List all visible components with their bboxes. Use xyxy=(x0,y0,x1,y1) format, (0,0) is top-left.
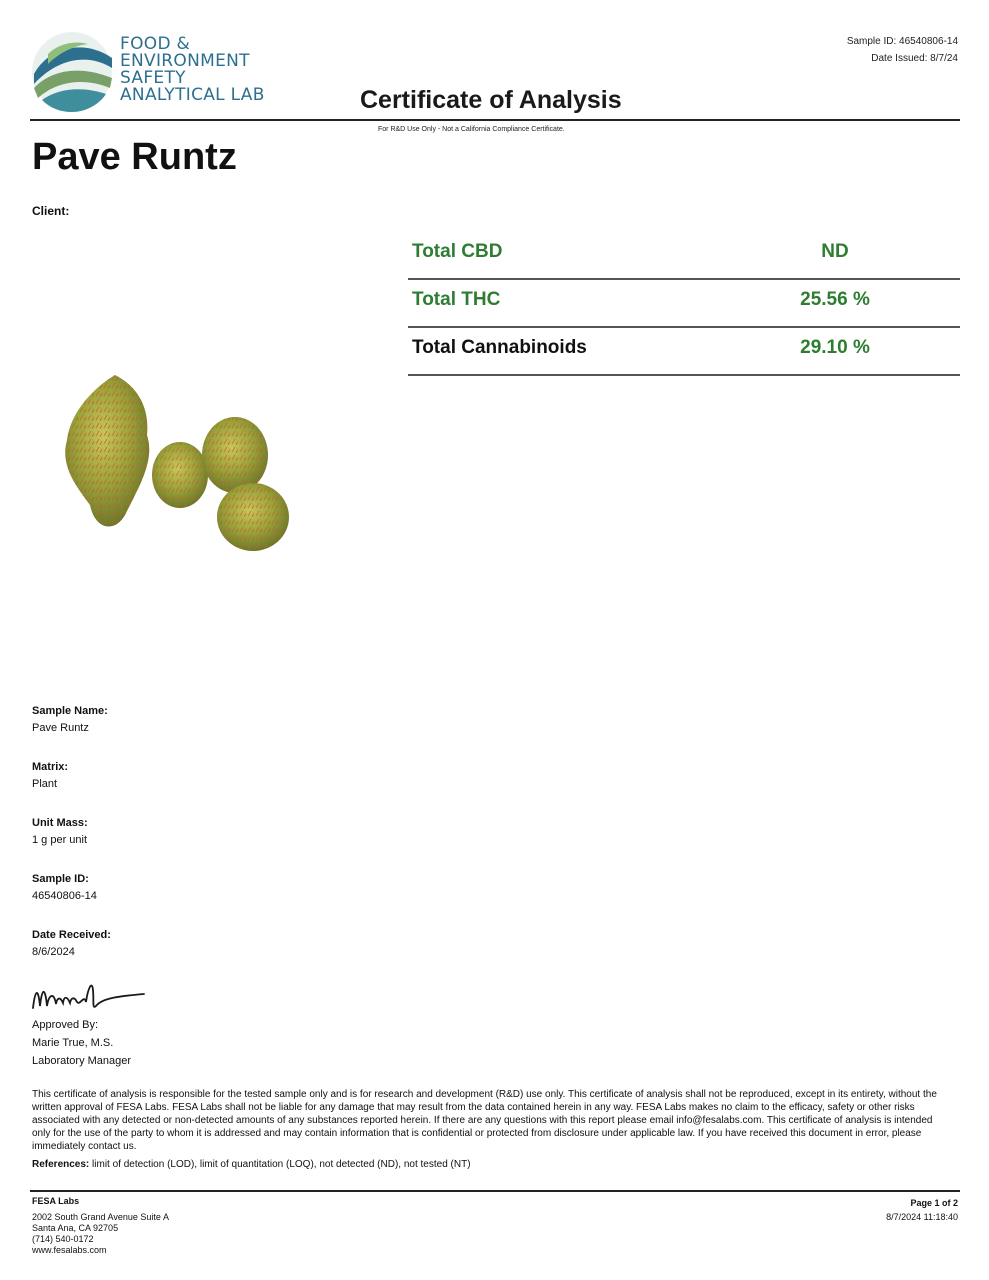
cannabinoid-summary xyxy=(408,234,960,378)
summary-value: 29.10 % xyxy=(800,337,870,358)
product-name: Pave Runtz xyxy=(32,136,237,178)
field-label: Date Received: xyxy=(32,929,111,941)
summary-value: ND xyxy=(821,241,849,262)
signature-image xyxy=(30,976,150,1016)
sample-information xyxy=(32,703,111,983)
rd-use-note: For R&D Use Only - Not a California Compliance Certificate. xyxy=(378,126,565,133)
lab-name: FESA Labs xyxy=(32,1196,80,1206)
page-number: Page 1 of 2 xyxy=(910,1198,958,1208)
product-photo xyxy=(55,365,305,560)
header-divider xyxy=(30,119,960,121)
header-date-issued: Date Issued: 8/7/24 xyxy=(871,53,958,64)
client-label: Client: xyxy=(32,204,70,218)
approver-name: Marie True, M.S. xyxy=(32,1037,114,1049)
field-label: Unit Mass: xyxy=(32,817,88,829)
lab-logo xyxy=(28,28,268,118)
lab-website: www.fesalabs.com xyxy=(32,1245,107,1255)
field-label: Sample Name: xyxy=(32,705,108,717)
cannabis-buds-image xyxy=(55,365,305,560)
report-timestamp: 8/7/2024 11:18:40 xyxy=(886,1212,958,1222)
unit-mass-field xyxy=(32,815,111,849)
field-value: 1 g per unit xyxy=(32,834,88,846)
field-label: Sample ID: xyxy=(32,873,89,885)
logo-line: ENVIRONMENT xyxy=(120,51,250,71)
summary-row-cbd xyxy=(408,234,960,280)
summary-row-thc xyxy=(408,282,960,328)
references-text: limit of detection (LOD), limit of quantitation (LOQ), not detected (ND), not tested (NT) xyxy=(92,1159,471,1170)
field-value: 46540806-14 xyxy=(32,890,97,902)
address-line: 2002 South Grand Avenue Suite A xyxy=(32,1212,169,1222)
logo-line: FOOD & xyxy=(120,34,191,54)
logo-line: ANALYTICAL LAB xyxy=(120,85,265,105)
header-sample-id: Sample ID: 46540806-14 xyxy=(846,36,958,47)
field-value: Pave Runtz xyxy=(32,722,89,734)
sample-name-field xyxy=(32,703,111,737)
summary-label: Total Cannabinoids xyxy=(412,337,587,358)
sample-id-field xyxy=(32,871,111,905)
summary-label: Total THC xyxy=(412,289,501,310)
approval-block xyxy=(32,1016,131,1070)
summary-row-total xyxy=(408,330,960,376)
address-line: Santa Ana, CA 92705 xyxy=(32,1223,119,1233)
summary-label: Total CBD xyxy=(412,241,503,262)
field-value: 8/6/2024 xyxy=(32,946,75,958)
approved-by-label: Approved By: xyxy=(32,1019,99,1031)
field-value: Plant xyxy=(32,778,58,790)
references-label: References: xyxy=(32,1159,90,1170)
lab-logo-mark xyxy=(28,28,116,116)
lab-phone: (714) 540-0172 xyxy=(32,1234,94,1244)
header-meta xyxy=(847,33,958,67)
matrix-field xyxy=(32,759,111,793)
disclaimer-text: This certificate of analysis is responsible for the tested sample only and is for research and development (R&D) use only. This certificate of analysis shall not be reproduced, except in its entirety, without the written approval of FESA Labs. FESA Labs shall not be liable for any damage that may result from the data contained herein in any way. FESA Labs makes no claim to the efficacy, safety or other risks associated with any detected or non-detected amounts of any substances reported herein. If there are any questions with this report please email info@fesalabs.com. This certificate of analysis is intended only for the use of the party to whom it is addressed and may contain information that is confidential or protected from disclosure under applicable law. If you have received this document in error, please immediately contact us. xyxy=(32,1089,937,1152)
references xyxy=(32,1159,947,1170)
field-label: Matrix: xyxy=(32,761,69,773)
approver-signature xyxy=(30,976,150,1016)
page-info xyxy=(886,1196,958,1224)
footer-divider xyxy=(30,1190,960,1192)
lab-address xyxy=(32,1196,169,1256)
document-title: Certificate of Analysis xyxy=(360,86,622,114)
date-received-field xyxy=(32,927,111,961)
summary-value: 25.56 % xyxy=(800,289,870,310)
approver-role: Laboratory Manager xyxy=(32,1055,132,1067)
logo-wordmark xyxy=(120,36,265,104)
logo-line: SAFETY xyxy=(120,68,186,88)
